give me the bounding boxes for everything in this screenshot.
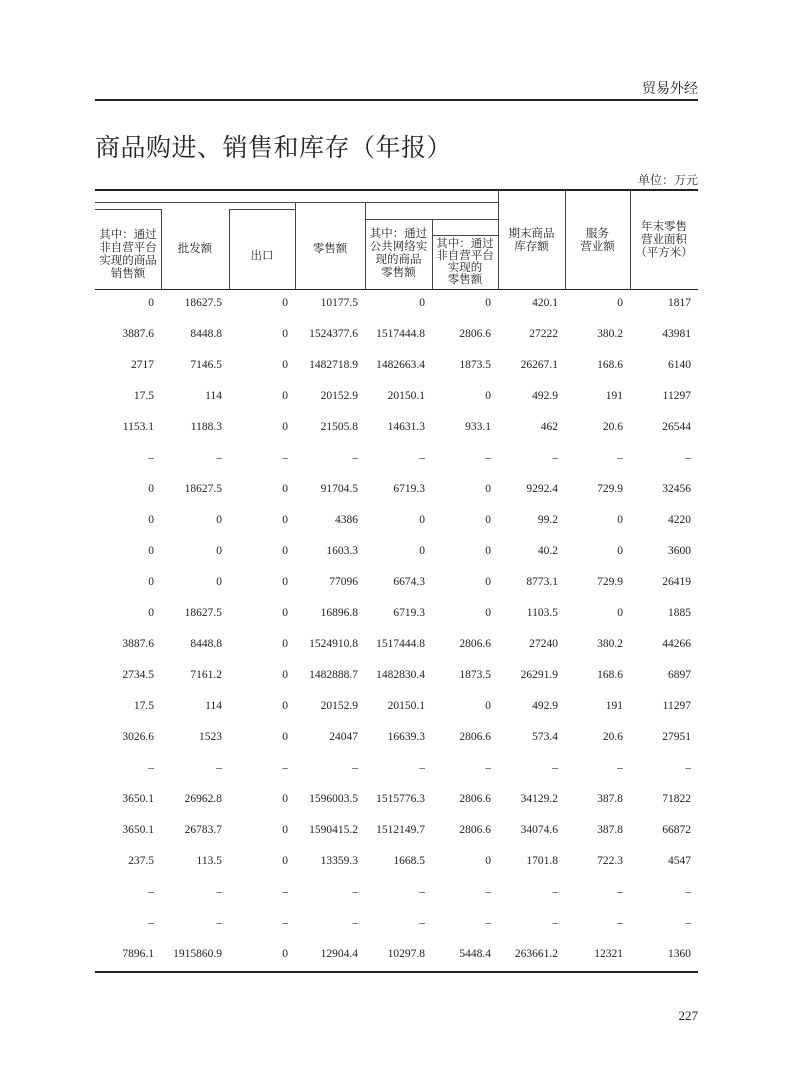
table-cell: 1103.5 <box>526 607 558 619</box>
table-cell: 11297 <box>662 700 691 712</box>
table-cell: – <box>419 917 425 929</box>
table-cell: 380.2 <box>597 638 623 650</box>
table-cell: 0 <box>282 700 288 712</box>
table-cell: 14631.3 <box>387 421 425 433</box>
table-cell: – <box>685 762 691 774</box>
table-cell: – <box>419 452 425 464</box>
table-cell: – <box>419 886 425 898</box>
table-cell: 0 <box>282 576 288 588</box>
table-cell: – <box>685 452 691 464</box>
col-header-service-revenue: 服务 营业额 <box>580 226 615 253</box>
table-cell: 4220 <box>668 514 691 526</box>
table-cell: 20.6 <box>602 731 623 743</box>
table-cell: 8773.1 <box>526 576 558 588</box>
table-cell: 27240 <box>529 638 558 650</box>
table-cell: 0 <box>485 483 491 495</box>
table-cell: 0 <box>282 855 288 867</box>
table-cell: – <box>685 886 691 898</box>
table-cell: 1523 <box>199 731 222 743</box>
table-cell: 26962.8 <box>184 793 222 805</box>
table-row <box>95 662 698 693</box>
col-header-export: 出口 <box>250 248 274 262</box>
table-row <box>95 352 698 383</box>
table-cell: – <box>485 886 491 898</box>
table-cell: – <box>685 917 691 929</box>
table-cell: 0 <box>148 545 154 557</box>
table-cell: 0 <box>282 607 288 619</box>
table-cell: – <box>352 886 358 898</box>
col-header-nonself-platform-retail: 其中：通过 非自营平台 实现的 零售额 <box>436 236 494 286</box>
table-cell: 43981 <box>662 328 691 340</box>
table-cell: – <box>352 452 358 464</box>
table-row <box>95 538 698 569</box>
table-cell: 17.5 <box>133 390 154 402</box>
table-cell: 8448.8 <box>190 328 222 340</box>
table-cell: 6719.3 <box>393 607 425 619</box>
table-cell: 2717 <box>131 359 154 371</box>
table-cell: 0 <box>419 514 425 526</box>
table-cell: 0 <box>282 793 288 805</box>
table-cell: 32456 <box>662 483 691 495</box>
table-cell: 77096 <box>329 576 358 588</box>
table-cell: 0 <box>617 514 623 526</box>
table-cell: 0 <box>282 297 288 309</box>
table-cell: 573.4 <box>532 731 558 743</box>
table-cell: 0 <box>485 576 491 588</box>
table-cell: 0 <box>216 545 222 557</box>
table-cell: 3887.6 <box>122 638 154 650</box>
table-cell: 11297 <box>662 390 691 402</box>
table-cell: 26783.7 <box>184 824 222 836</box>
table-cell: 387.8 <box>597 824 623 836</box>
table-cell: 6719.3 <box>393 483 425 495</box>
table-cell: 1885 <box>668 607 691 619</box>
table-cell: 0 <box>148 297 154 309</box>
table-cell: 0 <box>282 514 288 526</box>
table-cell: 0 <box>282 731 288 743</box>
table-cell: 1668.5 <box>393 855 425 867</box>
table-cell: 2806.6 <box>459 793 491 805</box>
table-cell: 114 <box>205 700 222 712</box>
table-cell: 6897 <box>668 669 691 681</box>
table-cell: 4547 <box>668 855 691 867</box>
table-row <box>95 910 698 941</box>
table-cell: 71822 <box>662 793 691 805</box>
col-header-wholesale: 批发额 <box>177 241 213 255</box>
table-row <box>95 693 698 724</box>
table-cell: – <box>419 762 425 774</box>
table-cell: 420.1 <box>532 297 558 309</box>
table-cell: – <box>148 452 154 464</box>
table-cell: 34129.2 <box>520 793 558 805</box>
table-cell: 20152.9 <box>320 390 358 402</box>
table-cell: 237.5 <box>128 855 154 867</box>
table-cell: – <box>148 917 154 929</box>
table-cell: – <box>485 452 491 464</box>
table-cell: – <box>552 886 558 898</box>
table-cell: 26267.1 <box>520 359 558 371</box>
table-cell: 2734.5 <box>122 669 154 681</box>
table-cell: 40.2 <box>537 545 558 557</box>
table-cell: – <box>148 762 154 774</box>
table-cell: – <box>552 452 558 464</box>
table-cell: 191 <box>605 700 623 712</box>
table-cell: 0 <box>617 545 623 557</box>
table-cell: 0 <box>617 297 623 309</box>
table-cell: 12904.4 <box>320 948 358 960</box>
table-cell: 0 <box>148 576 154 588</box>
table-cell: 0 <box>282 390 288 402</box>
table-cell: 10177.5 <box>320 297 358 309</box>
table-cell: – <box>552 917 558 929</box>
table-row <box>95 445 698 476</box>
table-cell: – <box>148 886 154 898</box>
table-cell: 27951 <box>662 731 691 743</box>
table-cell: 1517444.8 <box>376 328 425 340</box>
table-row <box>95 755 698 786</box>
table-cell: 18627.5 <box>184 297 222 309</box>
table-cell: – <box>485 917 491 929</box>
table-cell: 8448.8 <box>190 638 222 650</box>
table-cell: 6674.3 <box>393 576 425 588</box>
table-cell: 10297.8 <box>387 948 425 960</box>
table-cell: 18627.5 <box>184 483 222 495</box>
section-label: 贸易外经 <box>642 81 698 97</box>
table-cell: 16896.8 <box>320 607 358 619</box>
table-cell: 0 <box>148 514 154 526</box>
col-header-nonself-platform-sales: 其中：通过 非自营平台 实现的商品 销售额 <box>99 227 157 280</box>
table-cell: 1873.5 <box>459 359 491 371</box>
table-cell: 34074.6 <box>520 824 558 836</box>
table-row <box>95 414 698 445</box>
table-cell: – <box>552 762 558 774</box>
table-cell: 1603.3 <box>326 545 358 557</box>
col-header-retail-area: 年末零售 营业面积 （平方米） <box>635 219 693 259</box>
table-row <box>95 724 698 755</box>
table-cell: 0 <box>282 328 288 340</box>
unit-label: 单位：万元 <box>637 173 698 187</box>
table-body <box>95 290 698 972</box>
table-cell: 0 <box>485 514 491 526</box>
table-cell: 26291.9 <box>520 669 558 681</box>
table-cell: 380.2 <box>597 328 623 340</box>
table-cell: 0 <box>485 700 491 712</box>
table-cell: 462 <box>540 421 558 433</box>
table-cell: 1873.5 <box>459 669 491 681</box>
table-cell: 933.1 <box>465 421 491 433</box>
table-cell: 1482830.4 <box>376 669 425 681</box>
table-cell: 492.9 <box>532 700 558 712</box>
table-cell: 722.3 <box>597 855 623 867</box>
table-cell: 16639.3 <box>387 731 425 743</box>
table-row <box>95 476 698 507</box>
table-row <box>95 507 698 538</box>
table-cell: 0 <box>282 824 288 836</box>
table-cell: 1701.8 <box>526 855 558 867</box>
table-cell: – <box>617 917 623 929</box>
table-cell: 9292.4 <box>526 483 558 495</box>
table-cell: 2806.6 <box>459 328 491 340</box>
table-cell: 7896.1 <box>122 948 154 960</box>
data-table <box>95 189 698 973</box>
table-cell: 27222 <box>529 328 558 340</box>
table-cell: 3650.1 <box>122 824 154 836</box>
table-cell: 1153.1 <box>122 421 154 433</box>
table-cell: 0 <box>282 545 288 557</box>
table-cell: 1817 <box>668 297 691 309</box>
table-cell: 24047 <box>329 731 358 743</box>
table-cell: – <box>282 762 288 774</box>
table-cell: 3026.6 <box>122 731 154 743</box>
table-row <box>95 817 698 848</box>
col-header-retail: 零售额 <box>312 241 348 255</box>
table-cell: – <box>282 886 288 898</box>
table-cell: 66872 <box>662 824 691 836</box>
table-cell: 7161.2 <box>190 669 222 681</box>
table-cell: 1590415.2 <box>309 824 358 836</box>
table-cell: 2806.6 <box>459 638 491 650</box>
table-row <box>95 941 698 972</box>
table-cell: – <box>282 452 288 464</box>
table-cell: – <box>617 452 623 464</box>
table-cell: 263661.2 <box>514 948 558 960</box>
table-row <box>95 848 698 879</box>
table-cell: – <box>282 917 288 929</box>
table-cell: 168.6 <box>597 359 623 371</box>
table-cell: 2806.6 <box>459 824 491 836</box>
table-cell: 3650.1 <box>122 793 154 805</box>
table-cell: 13359.3 <box>320 855 358 867</box>
table-cell: 0 <box>282 638 288 650</box>
table-cell: 44266 <box>662 638 691 650</box>
page-title: 商品购进、销售和库存（年报） <box>95 133 453 162</box>
table-row <box>95 600 698 631</box>
table-header <box>95 189 698 290</box>
table-cell: 0 <box>148 607 154 619</box>
table-cell: 0 <box>485 297 491 309</box>
table-cell: 191 <box>605 390 623 402</box>
table-cell: 21505.8 <box>320 421 358 433</box>
table-cell: 492.9 <box>532 390 558 402</box>
table-cell: 20.6 <box>602 421 623 433</box>
table-cell: 91704.5 <box>320 483 358 495</box>
table-cell: 0 <box>216 576 222 588</box>
table-cell: 114 <box>205 390 222 402</box>
table-cell: 0 <box>282 421 288 433</box>
table-cell: 20150.1 <box>387 700 425 712</box>
table-cell: 18627.5 <box>184 607 222 619</box>
col-header-ending-inventory: 期末商品 库存额 <box>508 226 555 253</box>
table-cell: 113.5 <box>196 855 222 867</box>
table-cell: 20150.1 <box>387 390 425 402</box>
table-cell: – <box>617 886 623 898</box>
top-rule <box>95 99 698 101</box>
table-cell: 17.5 <box>133 700 154 712</box>
table-row <box>95 321 698 352</box>
table-cell: – <box>352 917 358 929</box>
table-cell: – <box>485 762 491 774</box>
table-cell: 0 <box>485 607 491 619</box>
table-cell: 168.6 <box>597 669 623 681</box>
table-cell: 1524377.6 <box>309 328 358 340</box>
table-row <box>95 879 698 910</box>
table-cell: 26544 <box>662 421 691 433</box>
table-cell: – <box>216 917 222 929</box>
table-row <box>95 631 698 662</box>
table-row <box>95 290 698 321</box>
table-cell: 1188.3 <box>190 421 222 433</box>
table-cell: 26419 <box>662 576 691 588</box>
table-cell: – <box>617 762 623 774</box>
table-cell: 1482888.7 <box>309 669 358 681</box>
table-cell: 1915860.9 <box>173 948 222 960</box>
table-cell: 1482663.4 <box>376 359 425 371</box>
table-cell: 0 <box>282 948 288 960</box>
table-cell: 0 <box>485 390 491 402</box>
table-cell: 99.2 <box>537 514 558 526</box>
table-cell: 0 <box>282 483 288 495</box>
table-row <box>95 383 698 414</box>
table-cell: 729.9 <box>597 576 623 588</box>
table-cell: 1515776.3 <box>376 793 425 805</box>
table-cell: 1360 <box>668 948 691 960</box>
table-cell: 0 <box>148 483 154 495</box>
table-cell: 20152.9 <box>320 700 358 712</box>
table-cell: 1517444.8 <box>376 638 425 650</box>
table-cell: – <box>352 762 358 774</box>
page-number: 227 <box>678 1008 698 1023</box>
table-cell: 0 <box>282 669 288 681</box>
table-cell: 6140 <box>668 359 691 371</box>
table-cell: – <box>216 452 222 464</box>
table-cell: – <box>216 886 222 898</box>
table-row <box>95 786 698 817</box>
table-cell: 387.8 <box>597 793 623 805</box>
table-cell: 0 <box>419 297 425 309</box>
table-cell: 0 <box>419 545 425 557</box>
table-cell: 1596003.5 <box>309 793 358 805</box>
table-cell: 1482718.9 <box>309 359 358 371</box>
table-cell: 2806.6 <box>459 731 491 743</box>
table-cell: 7146.5 <box>190 359 222 371</box>
table-cell: – <box>216 762 222 774</box>
col-header-online-retail: 其中：通过 公共网络实 现的商品 零售额 <box>369 226 428 279</box>
table-cell: 0 <box>617 607 623 619</box>
table-cell: 12321 <box>594 948 623 960</box>
table-cell: 0 <box>485 855 491 867</box>
table-cell: 4386 <box>335 514 358 526</box>
table-cell: 0 <box>485 545 491 557</box>
table-row <box>95 569 698 600</box>
table-cell: 0 <box>282 359 288 371</box>
table-cell: 0 <box>216 514 222 526</box>
table-cell: 1512149.7 <box>376 824 425 836</box>
table-cell: 3600 <box>668 545 691 557</box>
table-cell: 1524910.8 <box>309 638 358 650</box>
table-cell: 729.9 <box>597 483 623 495</box>
table-cell: 3887.6 <box>122 328 154 340</box>
table-cell: 5448.4 <box>459 948 491 960</box>
